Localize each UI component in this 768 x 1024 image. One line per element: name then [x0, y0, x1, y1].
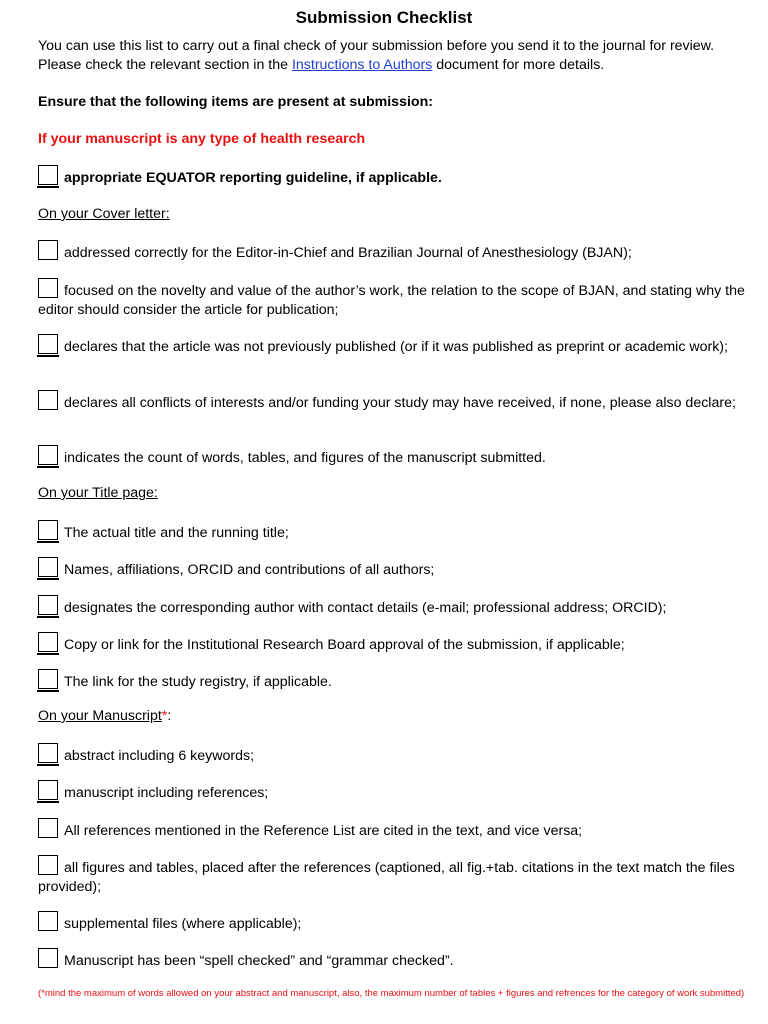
title-page-item: [38, 520, 746, 543]
title-page-item: [38, 557, 746, 580]
ensure-heading: Ensure that the following items are present at submission:: [38, 94, 433, 110]
footnote: (*mind the maximum of words allowed on your abstract and manuscript, also, the maximum number of tables + figures and refrences for the category of work submitted): [38, 988, 745, 999]
cover-letter-item: [38, 240, 746, 263]
manuscript-heading: [38, 707, 746, 726]
title-page-item-label: Names, affiliations, ORCID and contributions of all authors;: [64, 562, 435, 578]
cover-letter-checkbox[interactable]: [38, 334, 58, 354]
cover-letter-item: [38, 445, 746, 468]
title-page-heading: On your Title page:: [38, 485, 158, 501]
cover-letter-checkbox[interactable]: [38, 278, 58, 298]
manuscript-checkbox[interactable]: [38, 855, 58, 875]
equator-item-label: appropriate EQUATOR reporting guideline, if applicable.: [64, 170, 442, 186]
intro-paragraph: [38, 37, 746, 75]
instructions-link[interactable]: Instructions to Authors: [291, 57, 433, 73]
title-page-item: [38, 632, 746, 655]
title-page-item: [38, 669, 746, 692]
manuscript-item-label: abstract including 6 keywords;: [64, 748, 255, 764]
title-page-item: [38, 595, 746, 618]
equator-item: [38, 165, 746, 188]
manuscript-item-label: All references mentioned in the Reference List are cited in the text, and vice versa;: [64, 823, 583, 839]
health-research-heading: If your manuscript is any type of health research: [38, 131, 366, 147]
manuscript-item: [38, 780, 746, 803]
cover-letter-heading: On your Cover letter:: [38, 206, 170, 222]
title-page-item-label: Copy or link for the Institutional Research Board approval of the submission, if applicable;: [64, 637, 625, 653]
manuscript-item: [38, 855, 746, 897]
page-title: Submission Checklist: [295, 8, 473, 27]
manuscript-item: [38, 743, 746, 766]
cover-letter-item-label: addressed correctly for the Editor-in-Chief and Brazilian Journal of Anesthesiology (BJAN);: [64, 245, 632, 261]
manuscript-item: [38, 948, 746, 971]
equator-checkbox[interactable]: [38, 165, 58, 185]
manuscript-checkbox[interactable]: [38, 818, 58, 838]
manuscript-item: [38, 911, 746, 934]
cover-letter-item-label: indicates the count of words, tables, and figures of the manuscript submitted.: [64, 450, 546, 466]
intro-text-before: You can use this list to carry out a final check of your submission before you send it to the journal for review. Please check the relevant section in the: [38, 38, 715, 73]
title-page-checkbox[interactable]: [38, 669, 58, 689]
manuscript-checkbox[interactable]: [38, 911, 58, 931]
intro-text-after: document for more details.: [432, 57, 605, 73]
cover-letter-item: [38, 334, 746, 357]
title-page-item-label: designates the corresponding author with contact details (e-mail; professional address; ORCID);: [64, 600, 667, 616]
title-page-item-label: The actual title and the running title;: [64, 525, 289, 541]
manuscript-item-label: supplemental files (where applicable);: [64, 916, 302, 932]
manuscript-item-label: manuscript including references;: [64, 785, 269, 801]
title-page-item-label: The link for the study registry, if applicable.: [64, 674, 332, 690]
cover-letter-checkbox[interactable]: [38, 445, 58, 465]
title-page-checkbox[interactable]: [38, 595, 58, 615]
manuscript-checkbox[interactable]: [38, 743, 58, 763]
manuscript-asterisk: *: [161, 708, 168, 724]
manuscript-item-label: Manuscript has been “spell checked” and “grammar checked”.: [64, 953, 454, 969]
cover-letter-item: [38, 278, 746, 320]
manuscript-item-label: all figures and tables, placed after the references (captioned, all fig.+tab. citations in the text match the files provided);: [38, 860, 735, 895]
cover-letter-item-label: declares all conflicts of interests and/or funding your study may have received, if none, please also declare;: [64, 395, 736, 411]
cover-letter-item-label: focused on the novelty and value of the author’s work, the relation to the scope of BJAN, and stating why the editor should consider the article for publication;: [38, 283, 745, 318]
cover-letter-checkbox[interactable]: [38, 390, 58, 410]
manuscript-checkbox[interactable]: [38, 948, 58, 968]
manuscript-heading-text: On your Manuscript: [38, 708, 162, 724]
cover-letter-item-label: declares that the article was not previously published (or if it was published as preprint or academic work);: [64, 339, 728, 355]
title-page-checkbox[interactable]: [38, 557, 58, 577]
cover-letter-item: [38, 390, 746, 413]
cover-letter-checkbox[interactable]: [38, 240, 58, 260]
manuscript-item: [38, 818, 746, 841]
title-page-checkbox[interactable]: [38, 632, 58, 652]
title-page-checkbox[interactable]: [38, 520, 58, 540]
manuscript-heading-colon: :: [167, 708, 172, 724]
manuscript-checkbox[interactable]: [38, 780, 58, 800]
